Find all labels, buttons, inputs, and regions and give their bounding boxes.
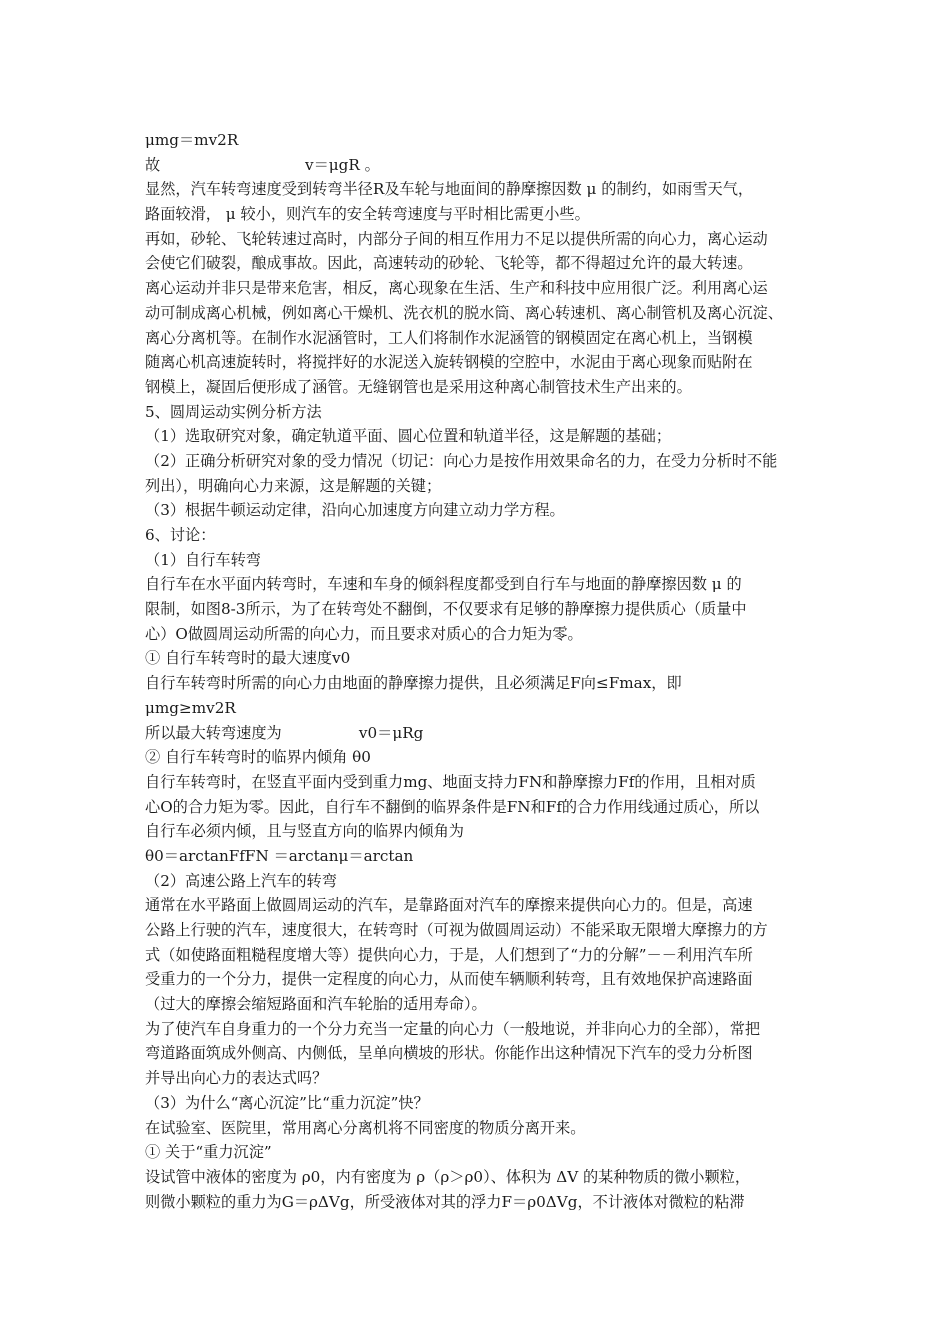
section-heading: 5、圆周运动实例分析方法 (145, 402, 322, 421)
paragraph-line: 受重力的一个分力，提供一定程度的向心力，从而使车辆顺利转弯，且有效地保护高速路面 (145, 970, 753, 989)
list-item: （3）根据牛顿运动定律，沿向心加速度方向建立动力学方程。 (145, 501, 565, 520)
subsection-heading: （3）为什么“离心沉淀”比“重力沉淀”快？ (145, 1093, 429, 1112)
paragraph-line: 自行车在水平面内转弯时，车速和车身的倾斜程度都受到自行车与地面的静摩擦因数 μ 的 (145, 575, 742, 594)
paragraph-line: 离心运动并非只是带来危害，相反，离心现象在生活、生产和科技中应用很广泛。利用离心运 (145, 279, 768, 298)
paragraph-line: 式（如使路面粗糙程度增大等）提供向心力，于是，人们想到了“力的分解”－－利用汽车所 (145, 945, 753, 964)
paragraph-line: 在试验室、医院里，常用离心分离机将不同密度的物质分离开来。 (145, 1118, 586, 1137)
paragraph-line: 会使它们破裂，酿成事故。因此，高速转动的砂轮、飞轮等，都不得超过允许的最大转速。 (145, 254, 753, 273)
paragraph-line: 心O的合力矩为零。因此，自行车不翻倒的临界条件是FN和Ff的合力作用线通过质心，所以 (145, 797, 760, 816)
paragraph-line: 限制，如图8-3所示，为了在转弯处不翻倒，不仅要求有足够的静摩擦力提供质心（质量中 (145, 600, 747, 619)
paragraph-line: 公路上行驶的汽车，速度很大，在转弯时（可视为做圆周运动）不能采取无限增大摩擦力的方 (145, 921, 768, 939)
paragraph-line: 自行车转弯时所需的向心力由地面的静摩擦力提供，且必须满足F向≤Fmax，即 (145, 674, 682, 693)
subsection-heading: （1）自行车转弯 (145, 550, 261, 569)
paragraph-line: 随离心机高速旋转时，将搅拌好的水泥送入旋转钢模的空腔中，水泥由于离心现象而贴附在 (145, 353, 753, 372)
paragraph-line: 钢模上，凝固后便形成了涵管。无缝钢管也是采用这种离心制管技术生产出来的。 (145, 377, 692, 396)
document-body (145, 128, 813, 1214)
paragraph-line: 设试管中液体的密度为 ρ0，内有密度为 ρ（ρ＞ρ0）、体积为 ΔV 的某种物质的微小颗粒， (145, 1167, 751, 1186)
paragraph-line: （过大的摩擦会缩短路面和汽车轮胎的适用寿命）。 (145, 995, 487, 1014)
subsection-heading: ② 自行车转弯时的临界内倾角 θ0 (145, 748, 371, 767)
paragraph-line: 心）O做圆周运动所需的向心力，而且要求对质心的合力矩为零。 (145, 624, 583, 643)
paragraph-line: 为了使汽车自身重力的一个分力充当一定量的向心力（一般地说，并非向心力的全部），常把 (145, 1019, 761, 1038)
formula-line: θ0＝arctanFfFN ＝arctanμ＝arctan (145, 846, 414, 865)
subsection-heading: （2）高速公路上汽车的转弯 (145, 871, 337, 890)
formula-line: μmg≥mv2R (145, 698, 236, 717)
paragraph-line: 并导出向心力的表达式吗？ (145, 1069, 328, 1088)
paragraph-line: 则微小颗粒的重力为G＝ρΔVg，所受液体对其的浮力F＝ρ0ΔVg，不计液体对微粒的粘滞 (145, 1192, 745, 1211)
paragraph-line: 弯道路面筑成外侧高、内侧低，呈单向横坡的形状。你能作出这种情况下汽车的受力分析图 (145, 1044, 753, 1063)
formula-line: 所以最大转弯速度为 v0＝μRg (145, 723, 424, 742)
paragraph-line: 显然，汽车转弯速度受到转弯半径R及车轮与地面间的静摩擦因数 μ 的制约，如雨雪天气， (145, 180, 754, 199)
paragraph-line: 离心分离机等。在制作水泥涵管时，工人们将制作水泥涵管的钢模固定在离心机上，当钢模 (145, 328, 753, 347)
formula-line: μmg＝mv2R (145, 131, 239, 149)
paragraph-line: 自行车转弯时，在竖直平面内受到重力mg、地面支持力FN和静摩擦力Ff的作用，且相对质 (145, 772, 756, 791)
formula-line: 故 v＝μgR 。 (145, 155, 380, 174)
paragraph-line: 再如，砂轮、飞轮转速过高时，内部分子间的相互作用力不足以提供所需的向心力，离心运动 (145, 229, 768, 248)
section-heading: 6、讨论： (145, 526, 216, 544)
list-item: 列出），明确向心力来源，这是解题的关键； (145, 476, 442, 495)
subsection-heading: ① 自行车转弯时的最大速度v0 (145, 649, 351, 668)
paragraph-line: 通常在水平路面上做圆周运动的汽车，是靠路面对汽车的摩擦来提供向心力的。但是，高速 (145, 896, 753, 915)
list-item: （1）选取研究对象，确定轨道平面、圆心位置和轨道半径，这是解题的基础； (145, 427, 672, 446)
paragraph-line: 自行车必须内倾，且与竖直方向的临界内倾角为 (145, 822, 464, 841)
list-item: （2）正确分析研究对象的受力情况（切记：向心力是按作用效果命名的力，在受力分析时不能 (145, 451, 778, 470)
subsection-heading: ① 关于“重力沉淀” (145, 1143, 272, 1162)
paragraph-line: 路面较滑， μ 较小，则汽车的安全转弯速度与平时相比需更小些。 (145, 205, 590, 224)
paragraph-line: 动可制成离心机械，例如离心干燥机、洗衣机的脱水筒、离心转速机、离心制管机及离心沉淀、 (145, 303, 783, 322)
